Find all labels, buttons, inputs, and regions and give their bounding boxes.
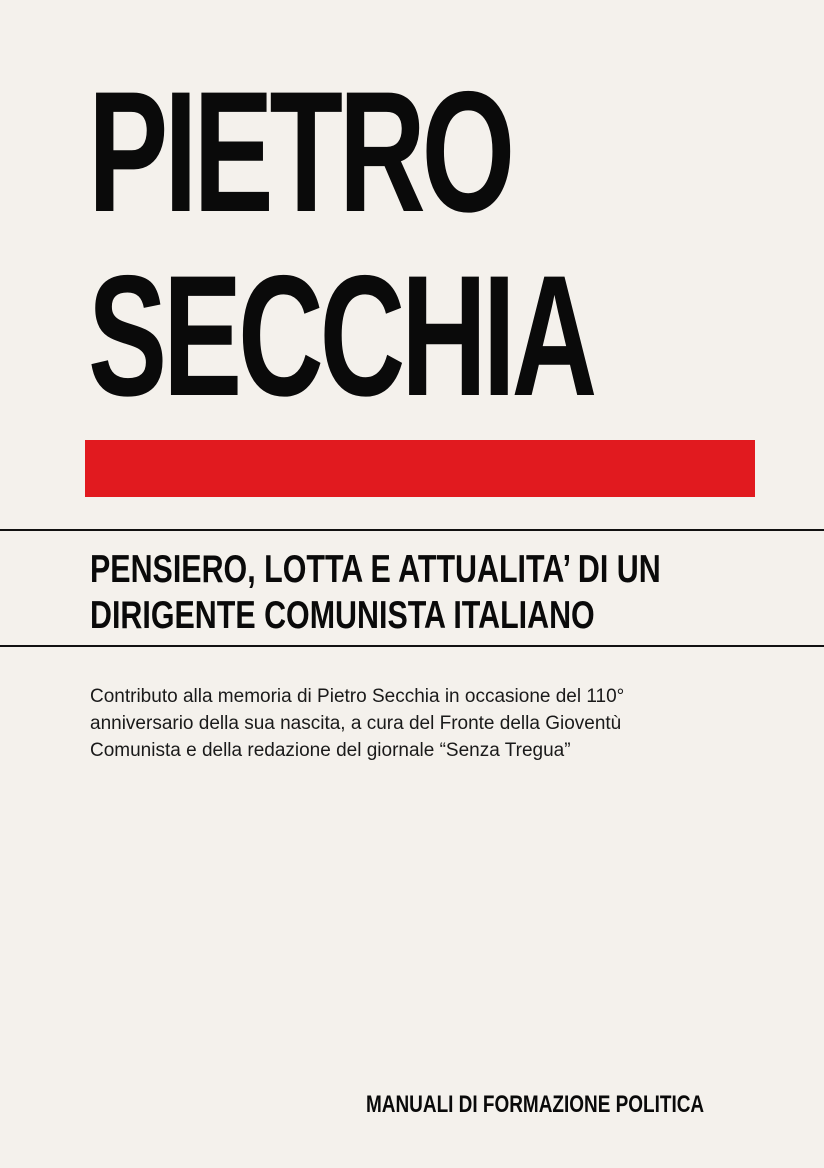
red-accent-bar [85,440,755,497]
description-line: anniversario della sua nascita, a cura del Fronte della Gioventù [90,713,622,734]
title-first-name: PIETRO [88,56,512,248]
description-line: Contributo alla memoria di Pietro Secchia in occasione del 110° [90,686,625,707]
bottom-rule [0,645,824,647]
series-name: MANUALI DI FORMAZIONE POLITICA [366,1091,705,1118]
description-line: Comunista e della redazione del giornale “Senza Tregua” [90,740,571,761]
description-paragraph [90,683,730,764]
title-last-name: SECCHIA [88,240,594,432]
subtitle-line-2: DIRIGENTE COMUNISTA ITALIANO [90,594,595,637]
subtitle-line-1: PENSIERO, LOTTA E ATTUALITA’ DI UN [90,548,661,591]
top-rule [0,529,824,531]
